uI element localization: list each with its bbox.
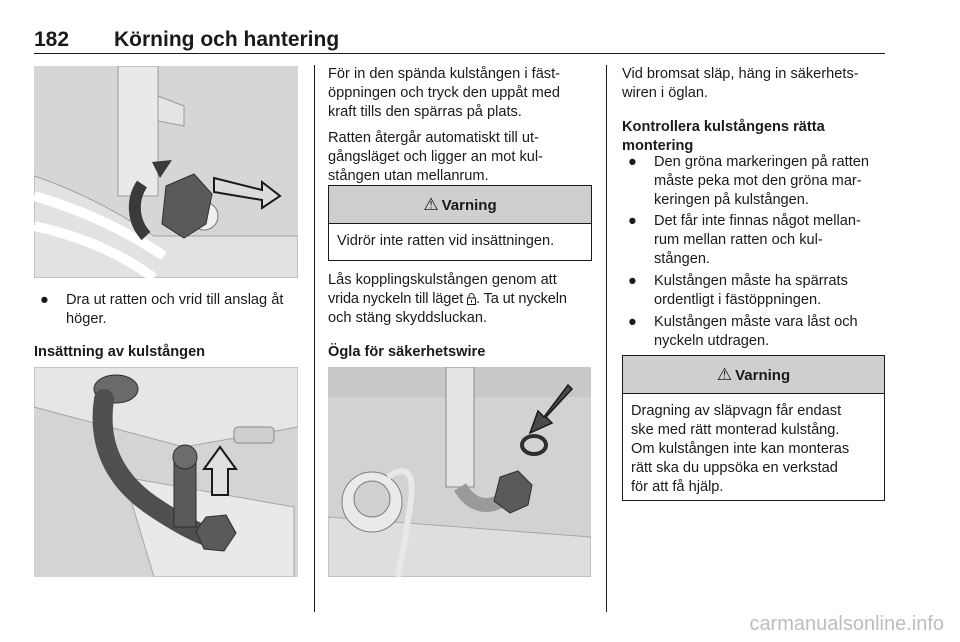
warning-header xyxy=(623,356,884,394)
text-segment: . Ta ut nyckeln xyxy=(476,291,567,307)
text-line: öppningen och tryck den uppåt med xyxy=(328,85,561,101)
page-number: 182 xyxy=(34,28,70,51)
illustration-safety-wire-eyelet xyxy=(328,367,591,577)
text-line: Dragning av släpvagn får endast xyxy=(631,403,842,419)
text-line: stången utan mellanrum. xyxy=(328,168,489,184)
page-title: Körning och hantering xyxy=(114,28,340,51)
section-heading xyxy=(622,118,892,156)
warning-box xyxy=(328,185,592,261)
paragraph-lock xyxy=(328,271,600,328)
warning-triangle-icon: ⚠ xyxy=(423,195,439,214)
bullet-text-line: ordentligt i fästöppningen. xyxy=(654,292,822,308)
heading-line: montering xyxy=(622,138,694,154)
bullet-text-line: Dra ut ratten och vrid till anslag åt xyxy=(66,292,284,308)
warning-title: Varning xyxy=(441,197,497,214)
paragraph-knob-returns xyxy=(328,129,598,186)
text-line: För in den spända kulstången i fäst- xyxy=(328,66,561,82)
column-divider xyxy=(606,65,607,612)
header-rule xyxy=(34,53,885,54)
lock-icon xyxy=(467,292,476,305)
illustration-insert-ball-bar xyxy=(34,367,298,577)
text-line: och stäng skyddsluckan. xyxy=(328,310,487,326)
bullet-icon: ● xyxy=(628,273,637,289)
warning-text: Vidrör inte ratten vid insättningen. xyxy=(337,233,555,249)
text-segment: vrida nyckeln till läget xyxy=(328,291,464,307)
illustration-tow-bar-knob xyxy=(34,66,298,278)
bullet-text-line: måste peka mot den gröna mar- xyxy=(654,173,862,189)
text-line: Om kulstången inte kan monteras xyxy=(631,441,850,457)
bullet-text-line: keringen på kulstången. xyxy=(654,192,809,208)
text-line: för att få hjälp. xyxy=(631,479,724,495)
text-line: Lås kopplingskulstången genom att xyxy=(328,272,557,288)
bullet-text-line: nyckeln utdragen. xyxy=(654,333,770,349)
bullet-icon: ● xyxy=(628,154,637,170)
paragraph-safety-wire xyxy=(622,65,892,103)
warning-text xyxy=(623,394,884,497)
bullet-text-line: Kulstången måste vara låst och xyxy=(654,314,858,330)
text-line: wiren i öglan. xyxy=(622,85,708,101)
warning-header xyxy=(329,186,591,224)
paragraph-insert xyxy=(328,65,598,122)
bullet-text-line: Kulstången måste ha spärrats xyxy=(654,273,848,289)
column-divider xyxy=(314,65,315,612)
text-line xyxy=(328,290,600,309)
section-heading: Ögla för säkerhetswire xyxy=(328,344,486,360)
bullet-text-line: höger. xyxy=(66,311,107,327)
bullet-text-line: rum mellan ratten och kul- xyxy=(654,232,823,248)
watermark: carmanualsonline.info xyxy=(749,613,944,635)
bullet-icon: ● xyxy=(628,213,637,229)
bullet-text-line: Det får inte finnas något mellan- xyxy=(654,213,861,229)
section-heading: Insättning av kulstången xyxy=(34,344,206,360)
bullet-icon: ● xyxy=(628,314,637,330)
warning-title: Varning xyxy=(735,367,791,384)
warning-box xyxy=(622,355,885,501)
bullet-text-line: Den gröna markeringen på ratten xyxy=(654,154,869,170)
text-line: kraft tills den spärras på plats. xyxy=(328,104,522,120)
text-line: ske med rätt monterad kulstång. xyxy=(631,422,840,438)
text-line: gångsläget och ligger an mot kul- xyxy=(328,149,543,165)
heading-line: Kontrollera kulstångens rätta xyxy=(622,119,825,135)
text-line: rätt ska du uppsöka en verkstad xyxy=(631,460,838,476)
bullet-icon: ● xyxy=(40,292,49,308)
bullet-text-line: stången. xyxy=(654,251,710,267)
text-line: Vid bromsat släp, häng in säkerhets- xyxy=(622,66,859,82)
warning-triangle-icon: ⚠ xyxy=(716,365,733,384)
text-line: Ratten återgår automatiskt till ut- xyxy=(328,130,539,146)
